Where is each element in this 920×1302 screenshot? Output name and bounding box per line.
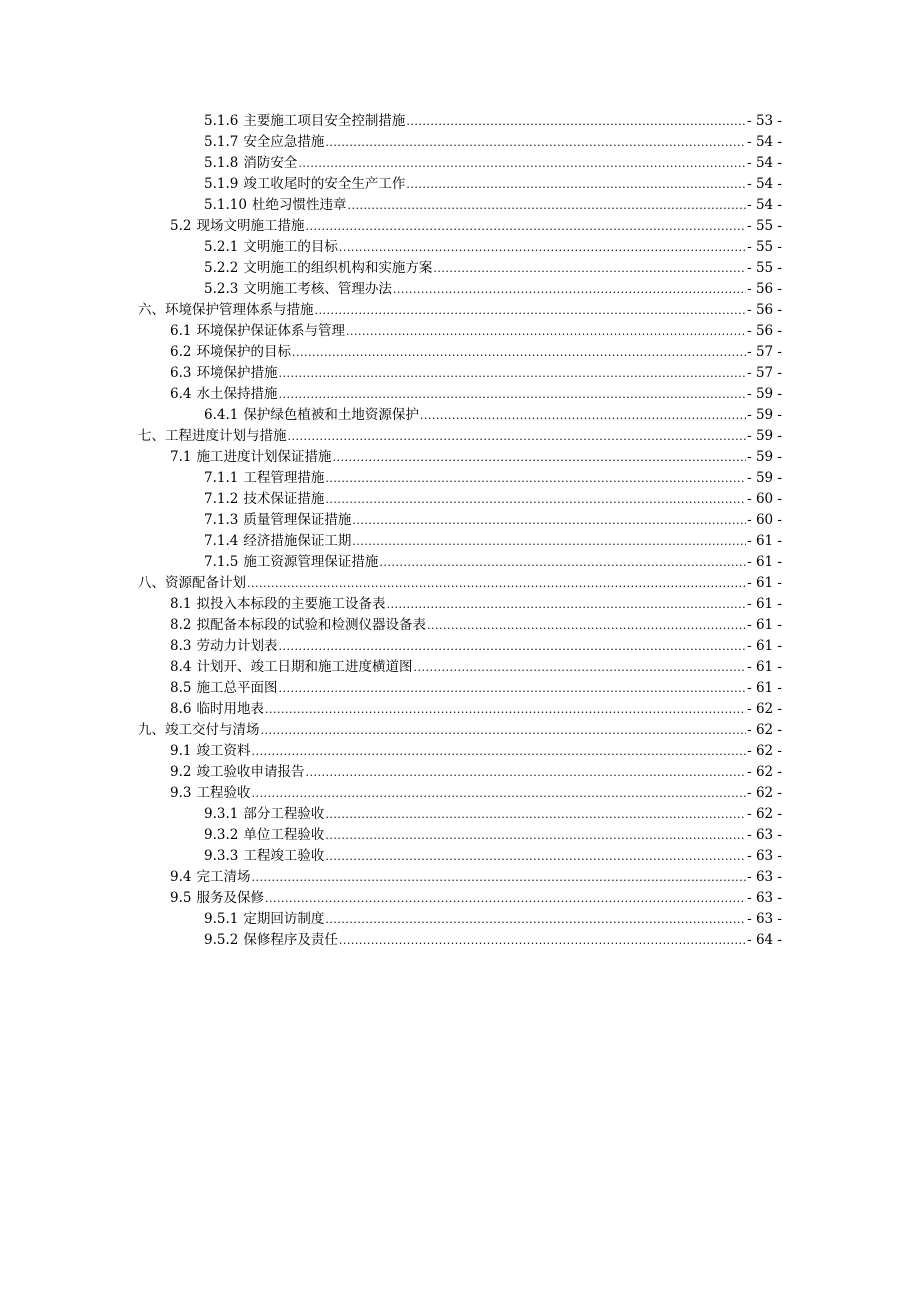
toc-entry-page: - 59 - (747, 407, 782, 423)
toc-entry-title: 竣工收尾时的安全生产工作 (243, 176, 406, 192)
toc-dot-leader (325, 489, 746, 510)
toc-entry-page: - 54 - (747, 197, 782, 213)
toc-entry-page: - 61 - (747, 596, 782, 612)
toc-entry[interactable] (138, 531, 782, 552)
toc-entry-title: 环境保护保证体系与管理 (196, 323, 345, 339)
toc-dot-leader (251, 741, 746, 762)
toc-entry[interactable] (138, 111, 782, 132)
toc-entry-title: 工程管理措施 (243, 470, 325, 486)
toc-entry-title: 拟投入本标段的主要施工设备表 (196, 596, 386, 612)
toc-dot-leader (288, 426, 747, 447)
toc-entry-page: - 62 - (747, 743, 782, 759)
toc-entry[interactable] (138, 594, 782, 615)
toc-entry-title: 资源配备计划 (165, 575, 246, 591)
toc-dot-leader (292, 342, 746, 363)
toc-entry-page: - 63 - (747, 890, 782, 906)
toc-entry-title: 竣工验收申请报告 (196, 764, 305, 780)
toc-dot-leader (305, 762, 746, 783)
toc-entry-number: 6.4.1 (204, 407, 239, 423)
toc-entry-page: - 62 - (747, 764, 782, 780)
toc-entry-number: 5.1.10 (204, 197, 247, 213)
toc-entry[interactable] (138, 321, 782, 342)
toc-entry[interactable] (138, 195, 782, 216)
toc-dot-leader (427, 615, 746, 636)
toc-entry-page: - 60 - (747, 491, 782, 507)
toc-entry[interactable] (138, 867, 782, 888)
toc-entry-title: 保修程序及责任 (243, 932, 338, 948)
toc-entry-number: 9.3.1 (204, 806, 239, 822)
toc-entry-number: 6.4 (170, 386, 192, 402)
toc-entry-title: 竣工资料 (196, 743, 251, 759)
toc-entry[interactable] (138, 447, 782, 468)
toc-entry-page: - 63 - (747, 911, 782, 927)
toc-entry[interactable] (138, 174, 782, 195)
toc-entry[interactable] (138, 426, 782, 447)
toc-entry-title: 单位工程验收 (243, 827, 325, 843)
toc-entry-page: - 53 - (747, 113, 782, 129)
toc-entry[interactable] (138, 720, 782, 741)
toc-dot-leader (278, 384, 746, 405)
toc-entry[interactable] (138, 888, 782, 909)
toc-entry-number: 5.1.6 (204, 113, 239, 129)
toc-entry[interactable] (138, 846, 782, 867)
toc-entry[interactable] (138, 657, 782, 678)
toc-entry-number: 9.5 (170, 890, 192, 906)
toc-entry-title: 劳动力计划表 (196, 638, 278, 654)
toc-entry-title: 文明施工的组织机构和实施方案 (243, 260, 433, 276)
toc-dot-leader (420, 405, 746, 426)
toc-entry-title: 工程验收 (196, 785, 251, 801)
toc-entry-number: 7.1.3 (204, 512, 239, 528)
toc-dot-leader (339, 930, 746, 951)
toc-entry-number: 5.1.7 (204, 134, 239, 150)
table-of-contents (138, 111, 782, 951)
toc-entry-number: 9.5.1 (204, 911, 239, 927)
toc-entry-number: 8.3 (170, 638, 192, 654)
toc-dot-leader (406, 174, 746, 195)
toc-entry[interactable] (138, 342, 782, 363)
toc-entry[interactable] (138, 132, 782, 153)
toc-entry-number: 6.3 (170, 365, 192, 381)
toc-entry-number: 七、 (138, 428, 165, 444)
toc-entry-number: 7.1.5 (204, 554, 239, 570)
toc-entry[interactable] (138, 678, 782, 699)
toc-entry-title: 环境保护的目标 (196, 344, 291, 360)
toc-entry-page: - 61 - (747, 659, 782, 675)
toc-entry-title: 保护绿色植被和土地资源保护 (243, 407, 419, 423)
toc-entry-number: 8.6 (170, 701, 192, 717)
toc-entry[interactable] (138, 153, 782, 174)
toc-entry-title: 完工清场 (196, 869, 251, 885)
toc-entry-number: 8.1 (170, 596, 192, 612)
toc-dot-leader (413, 657, 746, 678)
toc-entry[interactable] (138, 258, 782, 279)
toc-entry-number: 7.1.2 (204, 491, 239, 507)
toc-entry-number: 九、 (138, 722, 165, 738)
toc-dot-leader (251, 867, 746, 888)
toc-entry[interactable] (138, 300, 782, 321)
toc-entry-number: 5.1.9 (204, 176, 239, 192)
toc-entry[interactable] (138, 699, 782, 720)
toc-entry-page: - 63 - (747, 827, 782, 843)
toc-entry-number: 7.1.4 (204, 533, 239, 549)
toc-entry-number: 9.2 (170, 764, 192, 780)
toc-entry-title: 拟配备本标段的试验和检测仪器设备表 (196, 617, 426, 633)
toc-entry-number: 9.3.3 (204, 848, 239, 864)
toc-dot-leader (393, 279, 746, 300)
toc-entry[interactable] (138, 279, 782, 300)
toc-entry-page: - 55 - (747, 239, 782, 255)
toc-entry-title: 施工总平面图 (196, 680, 278, 696)
toc-entry-page: - 61 - (747, 554, 782, 570)
toc-entry-page: - 63 - (747, 869, 782, 885)
toc-entry-page: - 56 - (747, 281, 782, 297)
toc-entry-page: - 56 - (747, 302, 782, 318)
toc-dot-leader (386, 594, 746, 615)
toc-entry[interactable] (138, 909, 782, 930)
toc-entry[interactable] (138, 615, 782, 636)
toc-dot-leader (325, 909, 746, 930)
toc-entry-number: 9.5.2 (204, 932, 239, 948)
toc-entry-number: 9.4 (170, 869, 192, 885)
toc-dot-leader (251, 783, 746, 804)
toc-dot-leader (406, 111, 746, 132)
toc-entry-title: 服务及保修 (196, 890, 264, 906)
toc-entry[interactable] (138, 804, 782, 825)
toc-dot-leader (278, 636, 746, 657)
toc-dot-leader (325, 846, 746, 867)
toc-entry[interactable] (138, 384, 782, 405)
toc-entry[interactable] (138, 783, 782, 804)
toc-entry-title: 定期回访制度 (243, 911, 325, 927)
toc-entry[interactable] (138, 825, 782, 846)
toc-dot-leader (265, 888, 746, 909)
toc-dot-leader (332, 447, 746, 468)
toc-entry-title: 文明施工考核、管理办法 (243, 281, 392, 297)
toc-entry-page: - 59 - (747, 449, 782, 465)
toc-entry[interactable] (138, 930, 782, 951)
toc-entry-number: 8.5 (170, 680, 192, 696)
toc-dot-leader (315, 300, 747, 321)
toc-entry-number: 8.4 (170, 659, 192, 675)
toc-dot-leader (325, 132, 746, 153)
toc-entry-number: 六、 (138, 302, 165, 318)
toc-entry-title: 环境保护管理体系与措施 (165, 302, 314, 318)
toc-entry-number: 9.3 (170, 785, 192, 801)
toc-entry-page: - 54 - (747, 176, 782, 192)
toc-entry-number: 9.1 (170, 743, 192, 759)
toc-dot-leader (352, 531, 746, 552)
toc-entry-title: 水土保持措施 (196, 386, 278, 402)
toc-dot-leader (265, 699, 746, 720)
toc-entry[interactable] (138, 636, 782, 657)
toc-entry[interactable] (138, 489, 782, 510)
toc-entry-number: 5.2.1 (204, 239, 239, 255)
toc-entry[interactable] (138, 741, 782, 762)
toc-dot-leader (339, 237, 746, 258)
toc-entry-page: - 61 - (747, 533, 782, 549)
toc-entry-number: 7.1 (170, 449, 192, 465)
toc-dot-leader (261, 720, 747, 741)
toc-dot-leader (379, 552, 746, 573)
toc-entry-number: 8.2 (170, 617, 192, 633)
toc-entry-title: 文明施工的目标 (243, 239, 338, 255)
toc-entry-page: - 57 - (747, 365, 782, 381)
toc-entry-page: - 55 - (747, 260, 782, 276)
toc-entry-title: 经济措施保证工期 (243, 533, 352, 549)
toc-entry-number: 5.2 (170, 218, 192, 234)
toc-entry-title: 质量管理保证措施 (243, 512, 352, 528)
toc-entry-page: - 62 - (747, 806, 782, 822)
toc-dot-leader (325, 825, 746, 846)
toc-entry[interactable] (138, 405, 782, 426)
toc-entry-page: - 62 - (747, 701, 782, 717)
toc-entry-number: 5.2.3 (204, 281, 239, 297)
toc-entry-page: - 61 - (747, 617, 782, 633)
toc-dot-leader (325, 804, 746, 825)
toc-entry-number: 9.3.2 (204, 827, 239, 843)
toc-entry-page: - 56 - (747, 323, 782, 339)
toc-entry-title: 施工资源管理保证措施 (243, 554, 379, 570)
toc-entry-number: 5.2.2 (204, 260, 239, 276)
toc-dot-leader (325, 468, 746, 489)
toc-dot-leader (247, 573, 746, 594)
toc-entry-title: 技术保证措施 (243, 491, 325, 507)
toc-entry-title: 现场文明施工措施 (196, 218, 305, 234)
toc-entry[interactable] (138, 552, 782, 573)
toc-dot-leader (298, 153, 746, 174)
toc-dot-leader (305, 216, 746, 237)
toc-entry[interactable] (138, 762, 782, 783)
toc-entry-page: - 62 - (747, 785, 782, 801)
toc-entry-title: 临时用地表 (196, 701, 264, 717)
toc-entry-page: - 61 - (747, 575, 782, 591)
toc-entry-page: - 54 - (747, 134, 782, 150)
toc-entry-page: - 61 - (747, 638, 782, 654)
toc-entry-title: 安全应急措施 (243, 134, 325, 150)
toc-entry-page: - 61 - (747, 680, 782, 696)
toc-entry-title: 杜绝习惯性违章 (251, 197, 347, 213)
toc-entry-title: 工程进度计划与措施 (165, 428, 287, 444)
toc-entry[interactable] (138, 573, 782, 594)
toc-entry-page: - 57 - (747, 344, 782, 360)
toc-dot-leader (433, 258, 746, 279)
toc-entry[interactable] (138, 216, 782, 237)
toc-entry-title: 施工进度计划保证措施 (196, 449, 332, 465)
toc-dot-leader (347, 195, 746, 216)
toc-entry-page: - 59 - (747, 470, 782, 486)
toc-entry-page: - 54 - (747, 155, 782, 171)
toc-entry-title: 主要施工项目安全控制措施 (243, 113, 406, 129)
toc-entry-page: - 63 - (747, 848, 782, 864)
toc-entry-page: - 59 - (747, 386, 782, 402)
toc-dot-leader (278, 678, 746, 699)
toc-entry-page: - 59 - (747, 428, 782, 444)
toc-entry[interactable] (138, 363, 782, 384)
toc-entry-number: 八、 (138, 575, 165, 591)
toc-entry-title: 工程竣工验收 (243, 848, 325, 864)
toc-entry-page: - 60 - (747, 512, 782, 528)
toc-dot-leader (278, 363, 746, 384)
toc-entry-page: - 55 - (747, 218, 782, 234)
toc-entry-page: - 62 - (747, 722, 782, 738)
toc-entry-title: 部分工程验收 (243, 806, 325, 822)
toc-entry-title: 计划开、竣工日期和施工进度横道图 (196, 659, 413, 675)
toc-entry-number: 6.1 (170, 323, 192, 339)
toc-dot-leader (346, 321, 746, 342)
toc-entry-title: 竣工交付与清场 (165, 722, 260, 738)
toc-dot-leader (352, 510, 746, 531)
toc-entry-number: 5.1.8 (204, 155, 239, 171)
toc-entry[interactable] (138, 468, 782, 489)
toc-entry[interactable] (138, 237, 782, 258)
toc-entry-page: - 64 - (747, 932, 782, 948)
toc-entry-number: 7.1.1 (204, 470, 239, 486)
toc-entry-title: 环境保护措施 (196, 365, 278, 381)
toc-entry[interactable] (138, 510, 782, 531)
toc-entry-number: 6.2 (170, 344, 192, 360)
toc-entry-title: 消防安全 (243, 155, 298, 171)
